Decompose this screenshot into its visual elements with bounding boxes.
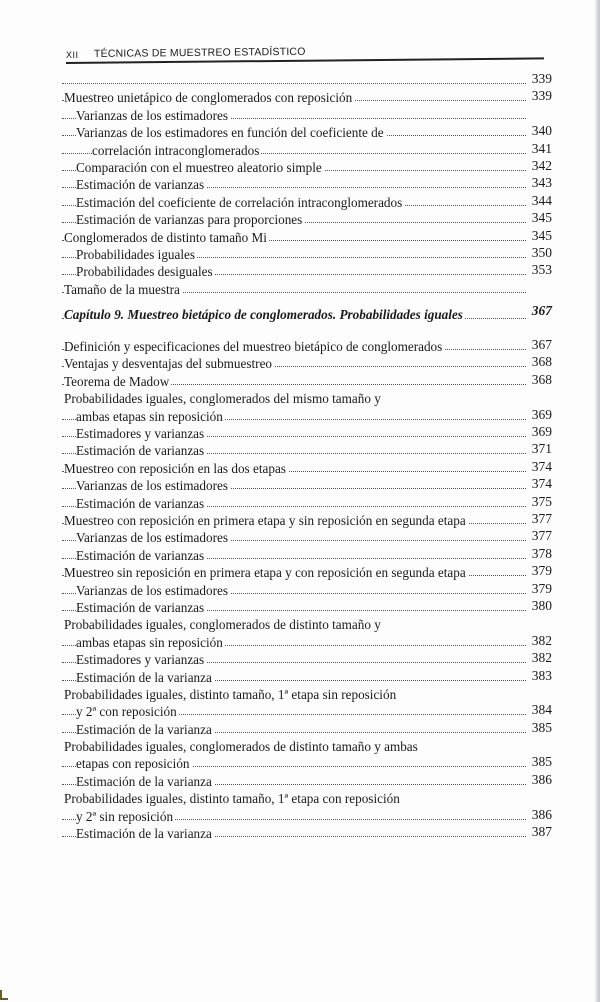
toc-entry[interactable] — [62, 512, 552, 529]
toc-entry-page: 369 — [531, 424, 552, 440]
page-number-roman: XII — [66, 50, 79, 60]
toc-entry[interactable] — [62, 442, 552, 459]
scan-corner-mark — [0, 990, 8, 1000]
toc-entry[interactable] — [62, 263, 552, 280]
toc-entry-label: Estimación de varianzas para proporciones — [76, 212, 303, 228]
toc-entry-label: Probabilidades iguales, conglomerados de distinto tamaño y ambas — [64, 739, 418, 755]
toc-entry-label: Probabilidades iguales, distinto tamaño, 1ª etapa sin reposición — [64, 686, 397, 702]
toc-entry-label: y 2ª con reposición — [76, 704, 177, 720]
toc-entry-label: Estimación de varianzas — [76, 443, 205, 459]
toc-entry[interactable] — [62, 564, 552, 581]
toc-entry[interactable] — [62, 529, 552, 546]
toc-entry-page: 367 — [531, 303, 552, 319]
toc-entry-label: Muestreo sin reposición en primera etapa y con reposición en segunda etapa — [64, 565, 466, 581]
toc-entry-page: 378 — [531, 545, 552, 561]
toc-entry-label: Estimación de la varianza — [76, 669, 212, 685]
toc-entry-label: Probabilidades iguales — [76, 246, 196, 262]
toc-entry[interactable] — [62, 669, 552, 686]
toc-entry-label: Estimación del coeficiente de correlación intraconglomerados — [76, 194, 403, 210]
toc-entry-label: Estimadores y varianzas — [76, 426, 205, 442]
toc-entry-label: y 2ª sin reposición — [76, 808, 174, 824]
toc-entry[interactable] — [62, 281, 552, 298]
toc-entry[interactable] — [62, 582, 552, 599]
toc-entry-label: Estimación de la varianza — [76, 721, 212, 737]
toc-entry-label: Probabilidades iguales, conglomerados de distinto tamaño y — [64, 617, 381, 633]
running-title: TÉCNICAS DE MUESTREO ESTADÍSTICO — [93, 45, 306, 60]
toc-entry-label: Varianzas de los estimadores — [76, 478, 228, 494]
toc-entry[interactable] — [62, 825, 552, 842]
toc-entry-label: Estimadores y varianzas — [76, 652, 205, 668]
toc-entry-page: 367 — [531, 337, 552, 353]
toc-entry-label: Tamaño de la muestra — [64, 281, 180, 297]
page-edge-shadow — [594, 0, 600, 1002]
dot-leader — [62, 83, 526, 84]
toc-entry-label: Estimación de varianzas — [76, 547, 205, 563]
toc-entry-page: 368 — [531, 354, 552, 370]
toc-entry[interactable] — [62, 373, 552, 390]
toc-entry-page: 374 — [531, 458, 552, 474]
toc-entry-page: 379 — [531, 563, 552, 579]
toc-entry-label: Varianzas de los estimadores — [76, 582, 228, 598]
toc-entry-page: 368 — [531, 371, 552, 387]
toc-entry-page: 382 — [531, 650, 552, 666]
toc-entry-page: 343 — [531, 175, 552, 191]
toc-entry-page: 345 — [531, 210, 552, 226]
toc-entry[interactable] — [62, 159, 552, 176]
toc-entry-label: Probabilidades iguales, conglomerados del mismo tamaño y — [64, 391, 381, 407]
toc-entry-label: Muestreo unietápico de conglomerados con reposición — [64, 90, 353, 106]
toc-entry-page: 369 — [531, 406, 552, 422]
toc-entry-label: Probabilidades iguales, distinto tamaño, 1ª etapa con reposición — [64, 791, 400, 807]
toc-entry[interactable] — [62, 599, 552, 616]
toc-entry-page: 339 — [531, 88, 552, 104]
toc-entry-page: 342 — [531, 157, 552, 173]
toc-entry-page: 377 — [531, 510, 552, 526]
toc-entry-page: 377 — [531, 528, 552, 544]
toc-entry[interactable] — [62, 738, 552, 755]
toc-entry-page: 379 — [531, 580, 552, 596]
toc-entry-label: Ventajas y desventajas del submuestreo — [64, 356, 273, 372]
toc-entry-label: Estimación de varianzas — [76, 177, 205, 193]
toc-entry[interactable] — [62, 808, 552, 825]
toc-entry-page: 345 — [531, 227, 552, 243]
toc-entry[interactable] — [62, 547, 552, 564]
table-of-contents — [62, 72, 552, 842]
toc-entry[interactable] — [62, 495, 552, 512]
toc-entry-page: 387 — [531, 824, 552, 840]
toc-entry-label: Varianzas de los estimadores — [76, 530, 228, 546]
toc-entry-label: Teorema de Madow — [64, 373, 170, 389]
toc-entry-label: etapas con reposición — [76, 756, 190, 772]
toc-entry[interactable] — [62, 355, 552, 372]
toc-entry-label: ambas etapas sin reposición — [76, 408, 223, 424]
toc-entry-page: 385 — [531, 754, 552, 770]
toc-entry[interactable] — [62, 89, 552, 106]
toc-entry[interactable] — [62, 338, 552, 355]
toc-entry-label: Muestreo con reposición en primera etapa y sin reposición en segunda etapa — [64, 512, 466, 528]
toc-entry-label: Estimación de la varianza — [76, 773, 212, 789]
toc-entry-page: 383 — [531, 667, 552, 683]
toc-entry[interactable] — [62, 790, 552, 807]
toc-entry[interactable] — [62, 390, 552, 407]
toc-entry-label: Estimación de varianzas — [76, 599, 205, 615]
toc-entry[interactable] — [62, 229, 552, 246]
toc-entry-label: ambas etapas sin reposición — [76, 634, 223, 650]
toc-entry[interactable] — [62, 634, 552, 651]
toc-entry-label: Probabilidades desiguales — [76, 264, 213, 280]
toc-entry-label: Varianzas de los estimadores — [76, 107, 228, 123]
toc-entry-page: 341 — [531, 140, 552, 156]
toc-entry-page: 380 — [531, 597, 552, 613]
toc-entry-page: 350 — [531, 244, 552, 260]
toc-entry[interactable] — [62, 651, 552, 668]
toc-chapter-heading[interactable] — [62, 298, 552, 332]
toc-entry-label: Comparación con el muestreo aleatorio simple — [76, 159, 322, 175]
toc-entry-label: Capítulo 9. Muestreo bietápico de conglomerados. Probabilidades iguales — [64, 307, 463, 323]
toc-entry-page: 375 — [531, 493, 552, 509]
toc-entry[interactable] — [62, 107, 552, 124]
toc-entry[interactable] — [62, 755, 552, 772]
toc-entry-page: 353 — [531, 262, 552, 278]
toc-entry[interactable] — [62, 246, 552, 263]
toc-entry-label: Muestreo con reposición en las dos etapas — [64, 460, 286, 476]
toc-entry-page: 339 — [531, 71, 552, 86]
toc-entry[interactable] — [62, 72, 552, 89]
toc-entry-page: 385 — [531, 719, 552, 735]
toc-entry-page: 374 — [531, 476, 552, 492]
toc-entry-label: Varianzas de los estimadores en función del coeficiente de — [76, 125, 384, 141]
toc-entry-label: Conglomerados de distinto tamaño Mi — [64, 229, 267, 245]
toc-entry-label: Estimación de varianzas — [76, 495, 205, 511]
toc-entry-page: 386 — [531, 771, 552, 787]
toc-entry-label: correlación intraconglomerados — [92, 142, 260, 158]
toc-entry[interactable] — [62, 721, 552, 738]
toc-entry[interactable] — [62, 703, 552, 720]
toc-entry[interactable] — [62, 124, 552, 141]
toc-entry[interactable] — [62, 460, 552, 477]
toc-entry-page: 340 — [531, 123, 552, 139]
running-header — [66, 46, 546, 66]
toc-entry-page: 384 — [531, 702, 552, 718]
toc-entry[interactable] — [62, 425, 552, 442]
toc-entry[interactable] — [62, 616, 552, 633]
toc-entry-label: Estimación de la varianza — [76, 826, 212, 842]
toc-entry[interactable] — [62, 686, 552, 703]
toc-entry[interactable] — [62, 211, 552, 228]
toc-entry-page: 371 — [531, 441, 552, 457]
toc-entry[interactable] — [62, 773, 552, 790]
toc-entry[interactable] — [62, 408, 552, 425]
toc-entry[interactable] — [62, 176, 552, 193]
toc-entry[interactable] — [62, 142, 552, 159]
toc-entry-page: 344 — [531, 192, 552, 208]
toc-entry[interactable] — [62, 477, 552, 494]
toc-entry[interactable] — [62, 194, 552, 211]
toc-entry-page: 386 — [531, 806, 552, 822]
toc-entry-label: Definición y especificaciones del muestreo bietápico de conglomerados — [64, 339, 443, 355]
toc-entry-page: 382 — [531, 632, 552, 648]
